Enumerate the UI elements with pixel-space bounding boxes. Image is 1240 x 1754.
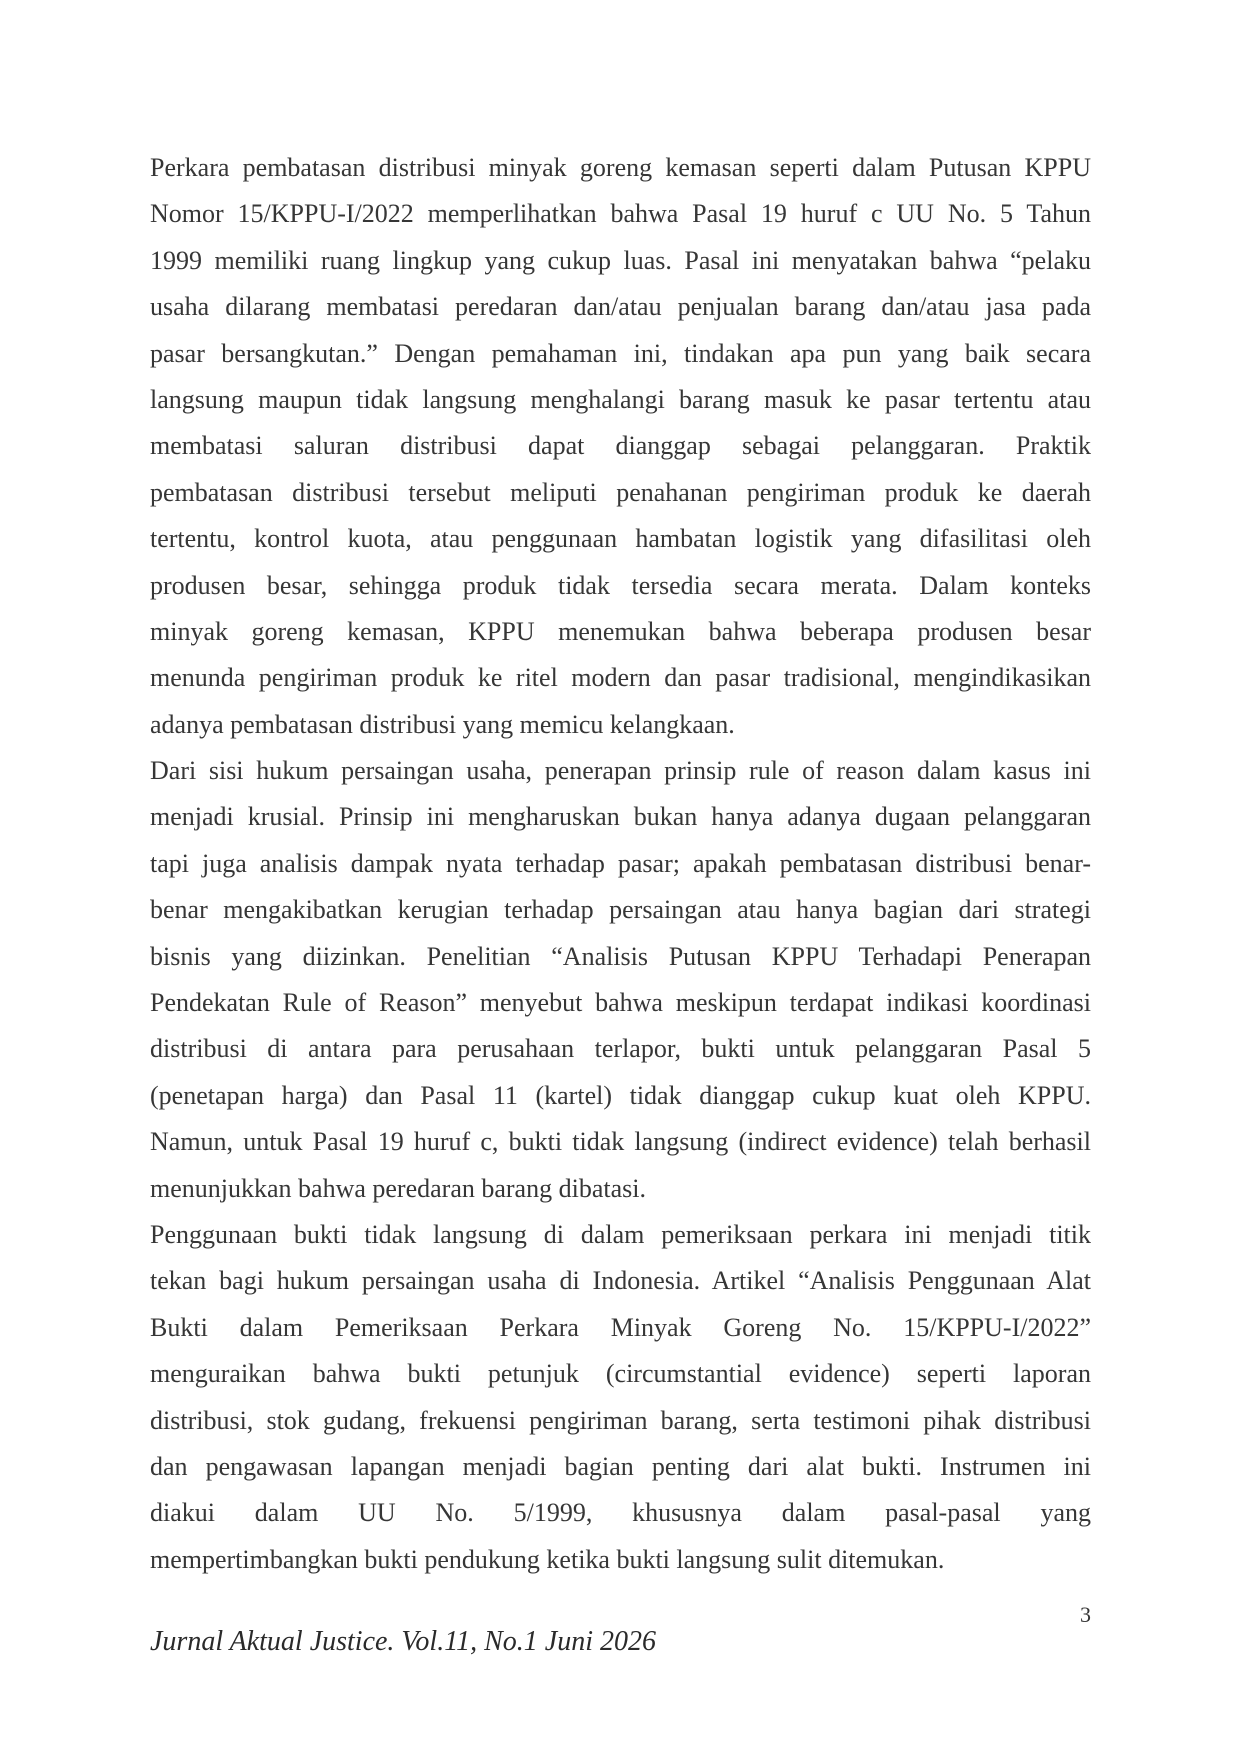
text-line: dan pengawasan lapangan menjadi bagian penting dari alat bukti. Instrumen ini bbox=[150, 1451, 1091, 1481]
text-line: adanya pembatasan distribusi yang memicu kelangkaan. bbox=[150, 709, 735, 739]
text-line: diakui dalam UU No. 5/1999, khususnya dalam pasal-pasal yang bbox=[150, 1498, 1091, 1528]
text-line: tertentu, kontrol kuota, atau penggunaan hambatan logistik yang difasilitasi oleh bbox=[150, 524, 1091, 554]
text-line: menunjukkan bahwa peredaran barang dibatasi. bbox=[150, 1173, 646, 1203]
text-line: minyak goreng kemasan, KPPU menemukan bahwa beberapa produsen besar bbox=[150, 616, 1091, 646]
text-line: Penggunaan bukti tidak langsung di dalam pemeriksaan perkara ini menjadi titik bbox=[150, 1219, 1091, 1249]
text-line: 1999 memiliki ruang lingkup yang cukup luas. Pasal ini menyatakan bahwa “pelaku bbox=[150, 245, 1091, 275]
text-line: mempertimbangkan bukti pendukung ketika bukti langsung sulit ditemukan. bbox=[150, 1544, 945, 1574]
text-line: pembatasan distribusi tersebut meliputi penahanan pengiriman produk ke daerah bbox=[150, 477, 1091, 507]
page-number: 3 bbox=[1080, 1602, 1091, 1627]
journal-footer: Jurnal Aktual Justice. Vol.11, No.1 Juni 2026 bbox=[150, 1626, 657, 1657]
text-line: tekan bagi hukum persaingan usaha di Indonesia. Artikel “Analisis Penggunaan Alat bbox=[150, 1266, 1091, 1296]
text-line: menjadi krusial. Prinsip ini mengharuskan bukan hanya adanya dugaan pelanggaran bbox=[150, 802, 1091, 832]
text-line: Namun, untuk Pasal 19 huruf c, bukti tidak langsung (indirect evidence) telah berhasil bbox=[150, 1127, 1091, 1157]
text-line: benar mengakibatkan kerugian terhadap persaingan atau hanya bagian dari strategi bbox=[150, 895, 1091, 925]
text-line: (penetapan harga) dan Pasal 11 (kartel) tidak dianggap cukup kuat oleh KPPU. bbox=[150, 1080, 1091, 1110]
text-line: tapi juga analisis dampak nyata terhadap pasar; apakah pembatasan distribusi benar- bbox=[150, 848, 1091, 878]
text-line: menunda pengiriman produk ke ritel modern dan pasar tradisional, mengindikasikan bbox=[150, 663, 1091, 693]
text-line: Nomor 15/KPPU-I/2022 memperlihatkan bahwa Pasal 19 huruf c UU No. 5 Tahun bbox=[150, 199, 1091, 229]
text-line: Perkara pembatasan distribusi minyak goreng kemasan seperti dalam Putusan KPPU bbox=[150, 153, 1091, 182]
text-line: bisnis yang diizinkan. Penelitian “Analisis Putusan KPPU Terhadapi Penerapan bbox=[150, 941, 1091, 971]
body-text bbox=[150, 145, 1091, 1583]
text-line: pasar bersangkutan.” Dengan pemahaman ini, tindakan apa pun yang baik secara bbox=[150, 338, 1091, 368]
text-line: langsung maupun tidak langsung menghalangi barang masuk ke pasar tertentu atau bbox=[150, 384, 1091, 414]
paragraph bbox=[150, 1212, 1091, 1583]
text-line: produsen besar, sehingga produk tidak tersedia secara merata. Dalam konteks bbox=[150, 570, 1091, 600]
text-line: Pendekatan Rule of Reason” menyebut bahwa meskipun terdapat indikasi koordinasi bbox=[150, 988, 1091, 1018]
paragraph bbox=[150, 748, 1091, 1212]
text-line: distribusi, stok gudang, frekuensi pengiriman barang, serta testimoni pihak distribusi bbox=[150, 1405, 1091, 1435]
text-line: distribusi di antara para perusahaan terlapor, bukti untuk pelanggaran Pasal 5 bbox=[150, 1034, 1091, 1064]
text-line: membatasi saluran distribusi dapat dianggap sebagai pelanggaran. Praktik bbox=[150, 431, 1091, 461]
text-line: menguraikan bahwa bukti petunjuk (circumstantial evidence) seperti laporan bbox=[150, 1359, 1091, 1389]
text-line: Bukti dalam Pemeriksaan Perkara Minyak Goreng No. 15/KPPU-I/2022” bbox=[150, 1312, 1091, 1342]
text-line: Dari sisi hukum persaingan usaha, penerapan prinsip rule of reason dalam kasus ini bbox=[150, 756, 1091, 786]
paragraph bbox=[150, 145, 1091, 748]
text-line: usaha dilarang membatasi peredaran dan/atau penjualan barang dan/atau jasa pada bbox=[150, 292, 1091, 322]
